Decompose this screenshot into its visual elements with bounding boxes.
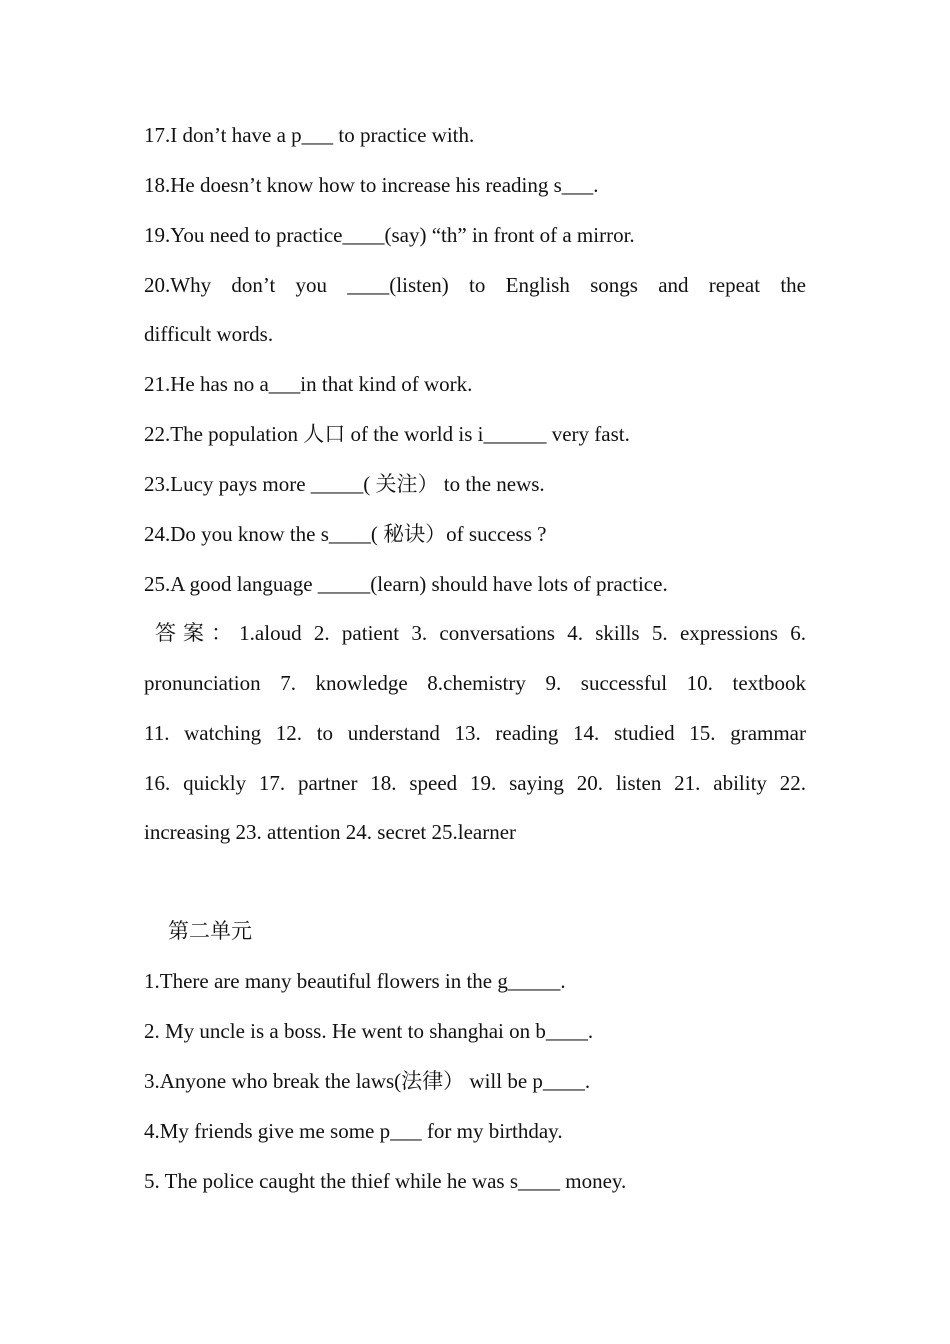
answer-key-line: increasing 23. attention 24. secret 25.learner [144, 820, 517, 844]
question-25: 25.A good language _____(learn) should have lots of practice. [144, 572, 668, 596]
question-18: 18.He doesn’t know how to increase his reading s___. [144, 173, 599, 197]
answer-key-line: 答案：1.aloud 2. patient 3. conversations 4. skills 5. expressions 6. [155, 621, 806, 645]
unit2-question-2: 2. My uncle is a boss. He went to shanghai on b____. [144, 1019, 594, 1043]
question-24: 24.Do you know the s____( 秘诀）of success ? [144, 522, 547, 546]
answer-key-line: 16. quickly 17. partner 18. speed 19. saying 20. listen 21. ability 22. [144, 771, 806, 795]
question-23: 23.Lucy pays more _____( 关注） to the news. [144, 472, 545, 496]
question-21: 21.He has no a___in that kind of work. [144, 372, 473, 396]
unit2-question-1: 1.There are many beautiful flowers in the g_____. [144, 969, 566, 993]
question-20-continued: difficult words. [144, 322, 274, 346]
question-17: 17.I don’t have a p___ to practice with. [144, 123, 475, 147]
unit2-question-5: 5. The police caught the thief while he was s____ money. [144, 1169, 627, 1193]
question-19: 19.You need to practice____(say) “th” in front of a mirror. [144, 223, 635, 247]
answer-key-line: pronunciation 7. knowledge 8.chemistry 9. successful 10. textbook [144, 671, 806, 695]
answer-key-line: 11. watching 12. to understand 13. reading 14. studied 15. grammar [144, 721, 806, 745]
unit2-question-4: 4.My friends give me some p___ for my birthday. [144, 1119, 563, 1143]
unit-heading: 第二单元 [168, 919, 252, 943]
question-20: 20.Why don’t you ____(listen) to English songs and repeat the [144, 273, 806, 297]
unit2-question-3: 3.Anyone who break the laws(法律） will be p____. [144, 1069, 591, 1093]
question-22: 22.The population 人口 of the world is i______ very fast. [144, 422, 630, 446]
